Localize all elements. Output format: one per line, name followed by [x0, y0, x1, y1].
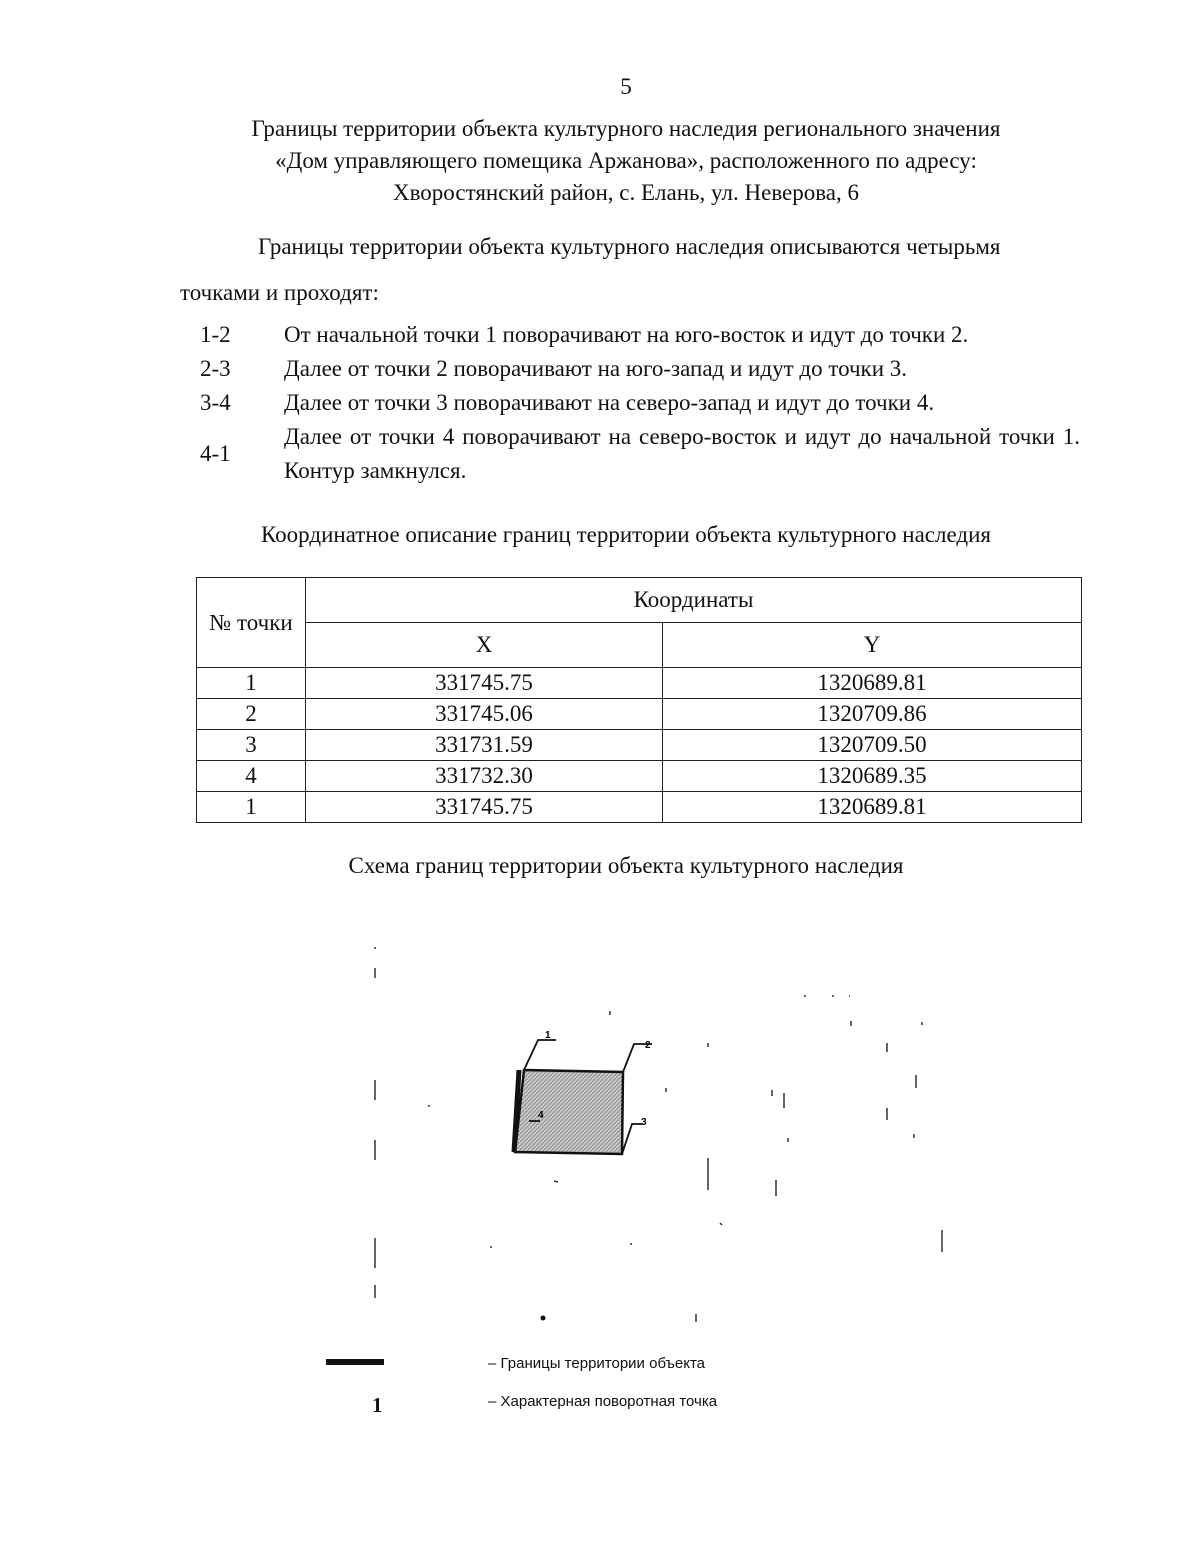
segment-id: 2-3 [200, 356, 231, 381]
table-row [197, 730, 1082, 761]
parcel-polygon [515, 1070, 623, 1154]
point-cell: 3 [197, 730, 306, 761]
segment-id: 4-1 [200, 441, 231, 466]
page-number: 5 [620, 74, 632, 99]
scheme-caption: Схема границ территории объекта культурного наследия [348, 853, 904, 878]
title-line-2: «Дом управляющего помещика Аржанова», расположенного по адресу: [275, 148, 977, 173]
segment-text: Далее от точки 4 поворачивают на северо-восток и идут до начальной точки 1. Контур замкнулся. [284, 424, 1080, 483]
title-line-3: Хворостянский район, с. Елань, ул. Неверова, 6 [392, 180, 860, 205]
x-cell: 331745.75 [306, 792, 663, 823]
y-cell: 1320689.81 [663, 668, 1082, 699]
x-column-header: X [306, 623, 663, 668]
point-cell: 4 [197, 761, 306, 792]
point-label-2: 2 [645, 1040, 651, 1051]
y-cell: 1320709.86 [663, 699, 1082, 730]
intro-line-1: Границы территории объекта культурного наследия описываются четырьмя [258, 234, 1001, 259]
segment-id: 3-4 [200, 390, 231, 415]
point-cell: 2 [197, 699, 306, 730]
segment-text: Далее от точки 2 поворачивают на юго-запад и идут до точки 3. [284, 356, 908, 381]
x-cell: 331731.59 [306, 730, 663, 761]
segment-item [200, 386, 1080, 420]
segment-text: От начальной точки 1 поворачивают на юго-восток и идут до точки 2. [284, 322, 969, 347]
segment-id: 1-2 [200, 322, 231, 347]
point-cell: 1 [197, 668, 306, 699]
x-cell: 331732.30 [306, 761, 663, 792]
point-label-3: 3 [641, 1117, 647, 1128]
intro-line-2: точками и проходят: [180, 280, 379, 305]
segment-item [200, 318, 1080, 352]
point-column-header: № точки [197, 578, 306, 668]
document-title [100, 113, 1152, 209]
y-column-header: Y [663, 623, 1082, 668]
point-label-4: 4 [538, 1110, 544, 1121]
segment-list [200, 318, 1080, 488]
title-line-1: Границы территории объекта культурного наследия регионального значения [251, 116, 1001, 141]
boundary-scheme [300, 930, 980, 1330]
scan-dot [541, 1316, 546, 1321]
scan-artifacts [375, 947, 942, 1330]
segment-text: Далее от точки 3 поворачивают на северо-запад и идут до точки 4. [284, 390, 935, 415]
legend-boundary-swatch [326, 1359, 384, 1365]
x-cell: 331745.75 [306, 668, 663, 699]
x-cell: 331745.06 [306, 699, 663, 730]
segment-item [200, 420, 1080, 488]
y-cell: 1320689.35 [663, 761, 1082, 792]
coordinates-table [196, 577, 1082, 823]
table-row [197, 699, 1082, 730]
table-caption: Координатное описание границ территории объекта культурного наследия [260, 522, 991, 547]
table-row [197, 761, 1082, 792]
table-row [197, 792, 1082, 823]
segment-item [200, 352, 1080, 386]
y-cell: 1320689.81 [663, 792, 1082, 823]
y-cell: 1320709.50 [663, 730, 1082, 761]
legend-point-label: – Характерная поворотная точка [488, 1393, 718, 1410]
table-row [197, 668, 1082, 699]
point-cell: 1 [197, 792, 306, 823]
coordinates-column-header: Координаты [306, 578, 1082, 623]
legend-boundary-label: – Границы территории объекта [488, 1355, 706, 1372]
legend-point-symbol: 1 [372, 1393, 383, 1417]
point-label-1: 1 [545, 1030, 551, 1041]
